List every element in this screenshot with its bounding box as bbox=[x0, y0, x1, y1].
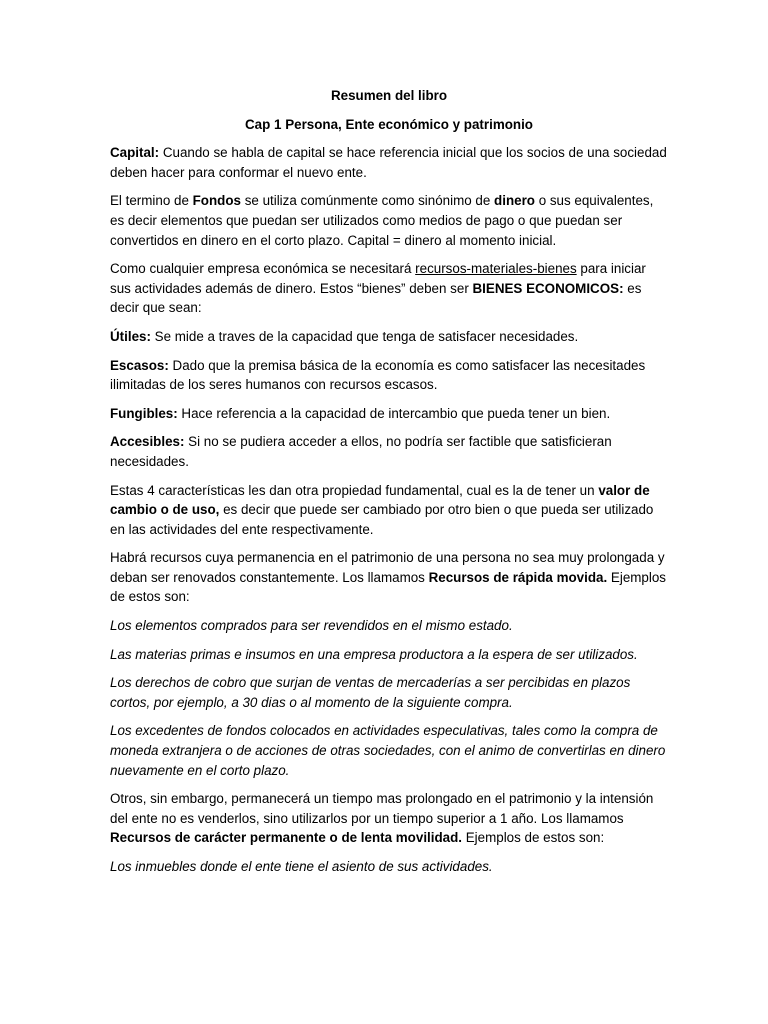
paragraph-text: Cuando se habla de capital se hace referencia inicial que los socios de una sociedad deben hacer para conformar el nuevo ente. bbox=[110, 145, 667, 180]
paragraph bbox=[110, 259, 668, 318]
paragraph-text: Los elementos comprados para ser revendidos en el mismo estado. bbox=[110, 618, 513, 634]
paragraph-text: Los derechos de cobro que surjan de ventas de mercaderías a ser percibidas en plazos cortos, por ejemplo, a 30 dias o al momento de la siguiente compra. bbox=[110, 675, 631, 710]
paragraph-text: El termino de bbox=[110, 193, 193, 209]
paragraph bbox=[110, 432, 668, 471]
bold-term: dinero bbox=[494, 193, 535, 209]
document-title: Resumen del libro bbox=[330, 88, 448, 103]
bold-term: Accesibles: bbox=[110, 434, 185, 450]
example-item bbox=[110, 857, 668, 877]
paragraph-text: Ejemplos de estos son: bbox=[462, 830, 605, 846]
underlined-term: recursos-materiales-bienes bbox=[415, 261, 577, 277]
paragraph-text: Otros, sin embargo, permanecerá un tiempo mas prolongado en el patrimonio y la intensión del ente no es venderlos, sino utilizarlos por un tiempo superior a 1 año. Los llamamos bbox=[110, 791, 654, 826]
paragraph bbox=[110, 789, 668, 848]
paragraph bbox=[110, 143, 668, 182]
bold-term: Fondos bbox=[192, 193, 241, 209]
paragraph-text: para iniciar sus actividades además de dinero. Estos “bienes” deben ser bbox=[110, 261, 646, 296]
bold-term: Escasos: bbox=[110, 357, 169, 373]
example-item bbox=[110, 616, 668, 636]
paragraph bbox=[110, 191, 668, 250]
bold-term: valor de cambio o de uso, bbox=[110, 482, 650, 518]
paragraph bbox=[110, 404, 668, 424]
paragraph-text: o sus equivalentes, es decir elementos que puedan ser utilizados como medios de pago o que puedan ser convertidos en dinero en el corto plazo. Capital = dinero al momento inicial. bbox=[110, 193, 654, 248]
paragraph bbox=[110, 327, 668, 347]
paragraph bbox=[110, 548, 668, 607]
example-item bbox=[110, 673, 668, 712]
paragraph-text: Las materias primas e insumos en una empresa productora a la espera de ser utilizados. bbox=[110, 646, 638, 662]
paragraph-text: Habrá recursos cuya permanencia en el patrimonio de una persona no sea muy prolongada y deban ser renovados constantemente. Los llamamos bbox=[110, 550, 665, 585]
paragraph-text: Estas 4 características les dan otra propiedad fundamental, cual es la de tener un bbox=[110, 482, 599, 498]
example-item bbox=[110, 721, 668, 780]
paragraph-text: Dado que la premisa básica de la economía es como satisfacer las necesitades ilimitadas de los seres humanos con recursos escasos. bbox=[110, 357, 646, 393]
paragraph-text: Los inmuebles donde el ente tiene el asiento de sus actividades. bbox=[110, 859, 493, 874]
example-item bbox=[110, 645, 668, 665]
bold-term: Capital: bbox=[110, 145, 160, 161]
paragraph-text: Si no se pudiera acceder a ellos, no podría ser factible que satisficieran necesidades. bbox=[110, 434, 612, 469]
bold-term: BIENES ECONOMICOS: bbox=[472, 280, 624, 296]
paragraph-text: Los excedentes de fondos colocados en actividades especulativas, tales como la compra de moneda extranjera o de acciones de otras sociedades, con el animo de convertirlas en dinero nuevamente en el corto plazo. bbox=[110, 723, 666, 778]
paragraph bbox=[110, 356, 668, 395]
paragraph-text: Como cualquier empresa económica se necesitará bbox=[110, 261, 416, 277]
paragraph bbox=[110, 481, 668, 540]
bold-term: Recursos de carácter permanente o de lenta movilidad. bbox=[110, 830, 463, 846]
paragraph-text: Se mide a traves de la capacidad que tenga de satisfacer necesidades. bbox=[150, 328, 579, 344]
paragraph-text: Ejemplos de estos son: bbox=[110, 569, 666, 605]
paragraph-text: es decir que sean: bbox=[110, 280, 642, 316]
bold-term: Útiles: bbox=[110, 328, 151, 344]
paragraph-text: es decir que puede ser cambiado por otro bien o que pueda ser utilizado en las actividades del ente respectivamente. bbox=[110, 502, 654, 537]
bold-term: Fungibles: bbox=[110, 405, 178, 421]
bold-term: Recursos de rápida movida. bbox=[428, 569, 608, 585]
paragraph-text: se utiliza comúnmente como sinónimo de bbox=[240, 193, 495, 209]
chapter-title: Cap 1 Persona, Ente económico y patrimonio bbox=[245, 116, 533, 132]
paragraph-text: Hace referencia a la capacidad de intercambio que pueda tener un bien. bbox=[177, 405, 611, 421]
